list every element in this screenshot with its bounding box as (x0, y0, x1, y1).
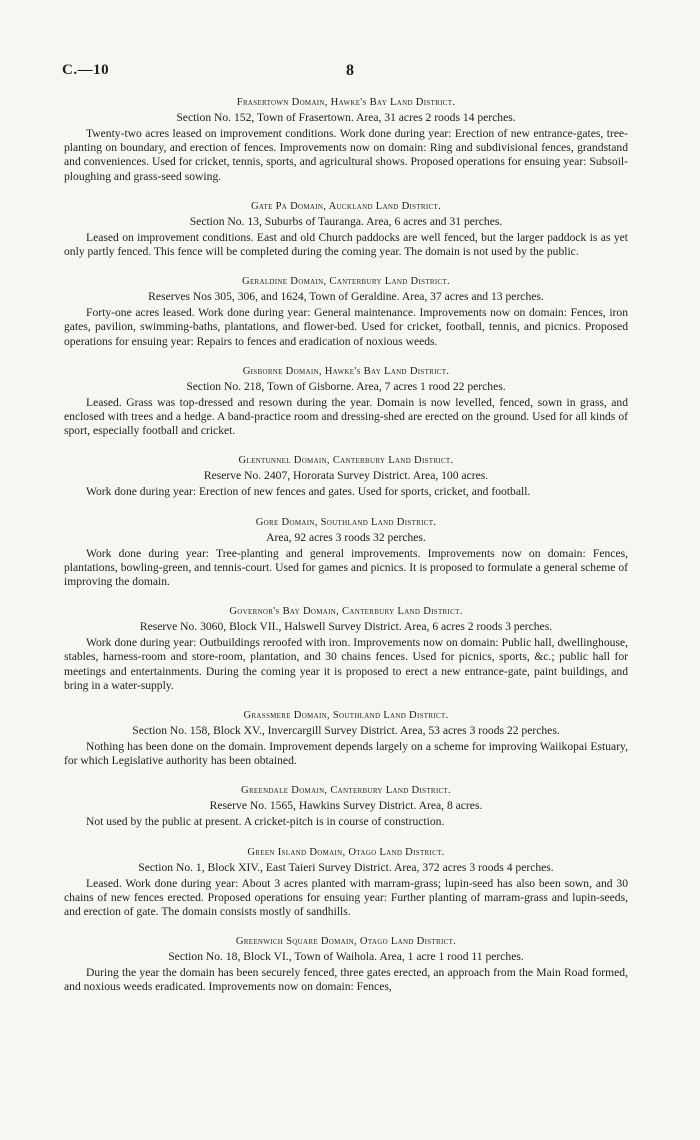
entry-subtitle: Section No. 1, Block XIV., East Taieri Survey District. Area, 372 acres 3 roods 4 perches. (138, 860, 554, 874)
entry-title: Frasertown Domain, Hawke's Bay Land District. (236, 97, 456, 108)
entry-body: Leased. Work done during year: About 3 acres planted with marram-grass; lupin-seed has also been sown, and 30 chains of new fences erected. Proposed operations for ensuing year: Further planting of marram-grass and lupin-seeds, and erection of gate. The domain consists mostly of sandhills. (64, 876, 628, 919)
entry-title: Glentunnel Domain, Canterbury Land District. (238, 455, 454, 467)
domain-entry-greendale (64, 784, 628, 829)
domain-entry-geraldine (64, 275, 628, 349)
document-reference: C.—10 (62, 62, 110, 78)
document-body (64, 96, 628, 1011)
page-number: 8 (346, 62, 354, 79)
entry-subtitle: Section No. 13, Suburbs of Tauranga. Area, 6 acres and 31 perches. (189, 214, 503, 228)
entry-body: Work done during year: Outbuildings reroofed with iron. Improvements now on domain: Public hall, dwellinghouse, stables, harness-room and store-room, plantation, and 30 chains fences. Used for picnics, sports, &c.; public hall for meetings and entertainments. During the coming year it is proposed to erect a new entrance-gate, paint buildings, and bring in a water-supply. (64, 636, 628, 692)
entry-subtitle: Section No. 218, Town of Gisborne. Area, 7 acres 1 rood 22 perches. (186, 379, 506, 393)
domain-entry-gore (64, 516, 628, 590)
entry-subtitle: Reserve No. 1565, Hawkins Survey District. Area, 8 acres. (209, 799, 483, 813)
domain-entry-green-island (64, 846, 628, 920)
entry-subtitle: Reserve No. 3060, Block VII., Halswell Survey District. Area, 6 acres 2 roods 3 perches. (139, 620, 553, 634)
entry-title: Gate Pa Domain, Auckland Land District. (250, 200, 442, 212)
entry-body: Forty-one acres leased. Work done during year: General maintenance. Improvements now on domain: Fences, iron gates, pavilion, swimming-baths, plantations, and flower-bed. Used for cricket, football, tennis, and picnics. Proposed operations for ensuing year: Repairs to fences and eradication of noxious weeds. (64, 306, 628, 348)
entry-subtitle: Section No. 18, Block VI., Town of Waihola. Area, 1 acre 1 rood 11 perches. (168, 950, 524, 964)
entry-subtitle: Area, 92 acres 3 roods 32 perches. (266, 530, 426, 544)
entry-subtitle: Section No. 152, Town of Frasertown. Area, 31 acres 2 roods 14 perches. (176, 111, 516, 124)
entry-title: Grassmere Domain, Southland Land District. (243, 710, 449, 722)
domain-entry-gisborne (64, 365, 628, 439)
entry-title: Governor's Bay Domain, Canterbury Land District. (229, 606, 463, 618)
entry-title: Gisborne Domain, Hawke's Bay Land District. (242, 365, 450, 377)
entry-title: Green Island Domain, Otago Land District. (247, 846, 445, 858)
entry-title: Gore Domain, Southland Land District. (255, 516, 437, 528)
entry-title: Geraldine Domain, Canterbury Land District. (242, 276, 450, 288)
domain-entry-greenwich-square (64, 935, 628, 994)
entry-body: Not used by the public at present. A cricket-pitch is in course of construction. (86, 815, 445, 829)
entry-body: Leased. Grass was top-dressed and resown during the year. Domain is now levelled, fenced, sown in grass, and enclosed with trees and a hedge. A band-practice room and dressing-shed are erected on the ground. Used for all kinds of sport, especially football and cricket. (64, 395, 628, 438)
entry-body: Nothing has been done on the domain. Improvement depends largely on a scheme for improving Waiikopai Estuary, for which Legislative authority has been obtained. (64, 740, 628, 768)
entry-title: Greendale Domain, Canterbury Land District. (241, 785, 451, 797)
entry-subtitle: Section No. 158, Block XV., Invercargill Survey District. Area, 53 acres 3 roods 22 perches. (132, 724, 560, 738)
domain-entry-grassmere (64, 709, 628, 768)
entry-body: Work done during year: Tree-planting and general improvements. Improvements now on domain: Fences, plantations, bowling-green, and tennis-court. Used for games and picnics. It is proposed to formulate a general scheme of improving the domain. (64, 546, 628, 589)
domain-entry-gate-pa (64, 200, 628, 259)
entry-subtitle: Reserve No. 2407, Hororata Survey District. Area, 100 acres. (203, 469, 489, 483)
domain-entry-frasertown (64, 96, 628, 184)
domain-entry-governors-bay (64, 605, 628, 693)
entry-title: Greenwich Square Domain, Otago Land District. (235, 936, 457, 948)
entry-body: During the year the domain has been securely fenced, three gates erected, an approach from the Main Road formed, and noxious weeds eradicated. Improvements now on domain: Fences, (64, 966, 628, 994)
entry-body: Leased on improvement conditions. East and old Church paddocks are well fenced, but the larger paddock is as yet only partly fenced. This fence will be completed during the coming year. The domain is not used by the public. (64, 230, 628, 259)
entry-body: Twenty-two acres leased on improvement conditions. Work done during year: Erection of new entrance-gates, tree-planting on boundary, and erection of fences. Improvements now on domain: Ring and subdivisional fences, grandstand and conveniences. Used for cricket, tennis, sports, and agricultural shows. Proposed operations for ensuing year: Subsoil-ploughing and grass-seed sowing. (64, 127, 628, 183)
domain-entry-glentunnel (64, 454, 628, 499)
entry-subtitle: Reserves Nos 305, 306, and 1624, Town of Geraldine. Area, 37 acres and 13 perches. (148, 290, 544, 304)
entry-body: Work done during year: Erection of new fences and gates. Used for sports, cricket, and football. (86, 485, 531, 499)
